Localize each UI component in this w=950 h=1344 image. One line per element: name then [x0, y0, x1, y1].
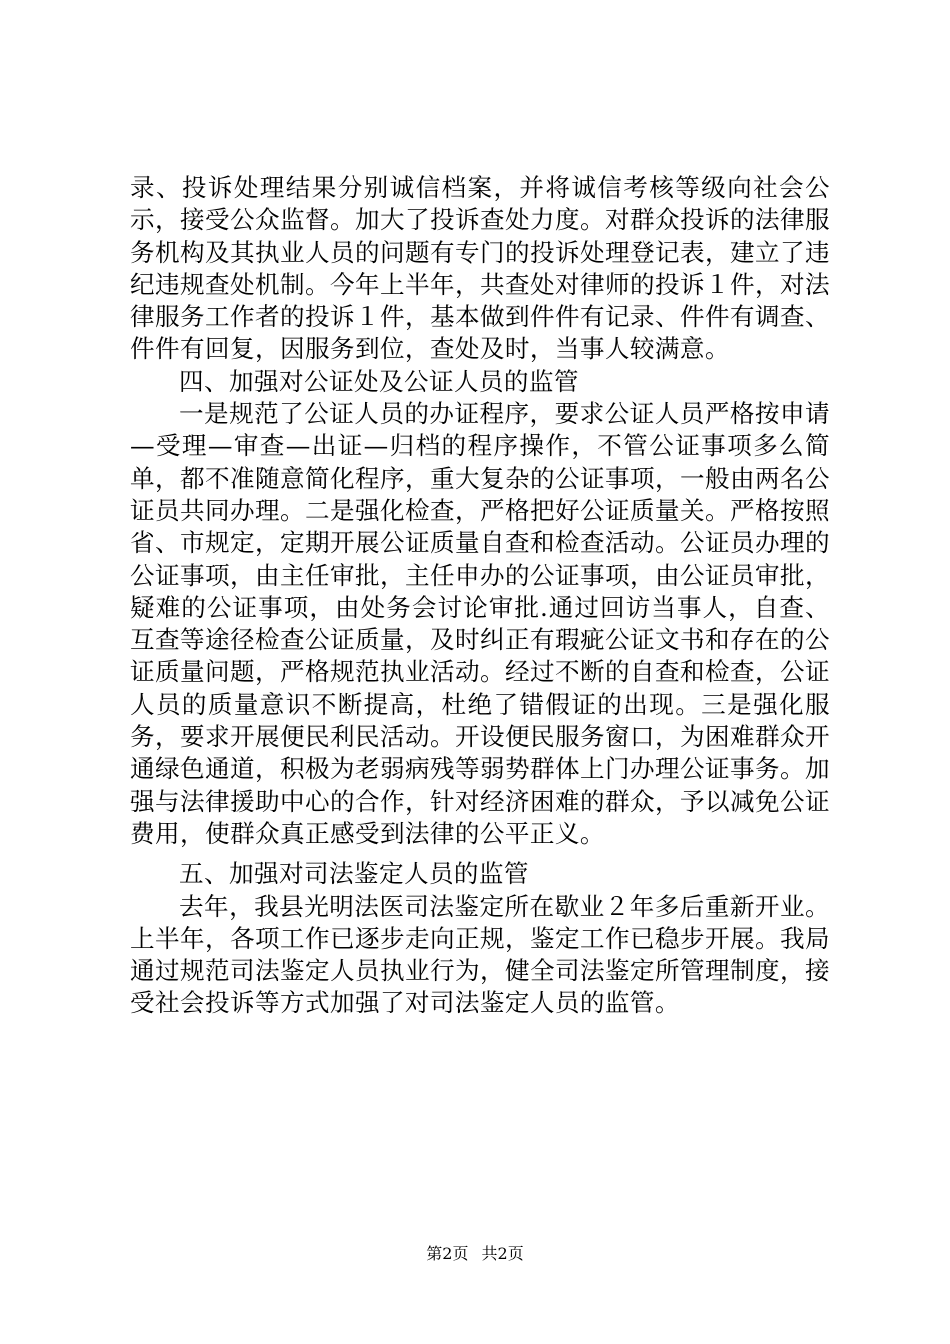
page-total: 共2页 [481, 1244, 524, 1263]
section-heading-notary: 四、加强对公证处及公证人员的监管 [179, 366, 579, 396]
page-number: 第2页 [426, 1244, 469, 1263]
document-body [130, 172, 830, 1020]
paragraph-forensic-supervision: 去年，我县光明法医司法鉴定所在歇业２年多后重新开业。上半年，各项工作已逐步走向正规，鉴定工作已稳步开展。我局通过规范司法鉴定人员执业行为，健全司法鉴定所管理制度，接受社会投诉等方式加强了对司法鉴定人员的监管。 [130, 891, 830, 1018]
paragraph-complaint-handling: 录、投诉处理结果分别诚信档案，并将诚信考核等级向社会公示，接受公众监督。加大了投诉查处力度。对群众投诉的法律服务机构及其执业人员的问题有专门的投诉处理登记表，建立了违纪违规查处机制。今年上半年，共查处对律师的投诉１件，对法律服务工作者的投诉１件，基本做到件件有记录、件件有调查、件件有回复，因服务到位，查处及时，当事人较满意。 [130, 173, 830, 364]
paragraph-notary-supervision: 一是规范了公证人员的办证程序，要求公证人员严格按申请—受理—审查—出证—归档的程序操作，不管公证事项多么简单，都不准随意简化程序，重大复杂的公证事项，一般由两名公证员共同办理。二是强化检查，严格把好公证质量关。严格按照省、市规定，定期开展公证质量自查和检查活动。公证员办理的公证事项，由主任审批，主任申办的公证事项，由公证员审批，疑难的公证事项，由处务会讨论审批.通过回访当事人，自查、互查等途径检查公证质量，及时纠正有瑕疵公证文书和存在的公证质量问题，严格规范执业活动。经过不断的自查和检查，公证人员的质量意识不断提高，杜绝了错假证的出现。三是强化服务，要求开展便民利民活动。开设便民服务窗口，为困难群众开通绿色通道，积极为老弱病残等弱势群体上门办理公证事务。加强与法律援助中心的合作，针对经济困难的群众，予以减免公证费用，使群众真正感受到法律的公平正义。 [130, 399, 830, 848]
section-heading-forensic: 五、加强对司法鉴定人员的监管 [179, 859, 529, 889]
page-footer [0, 1244, 950, 1264]
